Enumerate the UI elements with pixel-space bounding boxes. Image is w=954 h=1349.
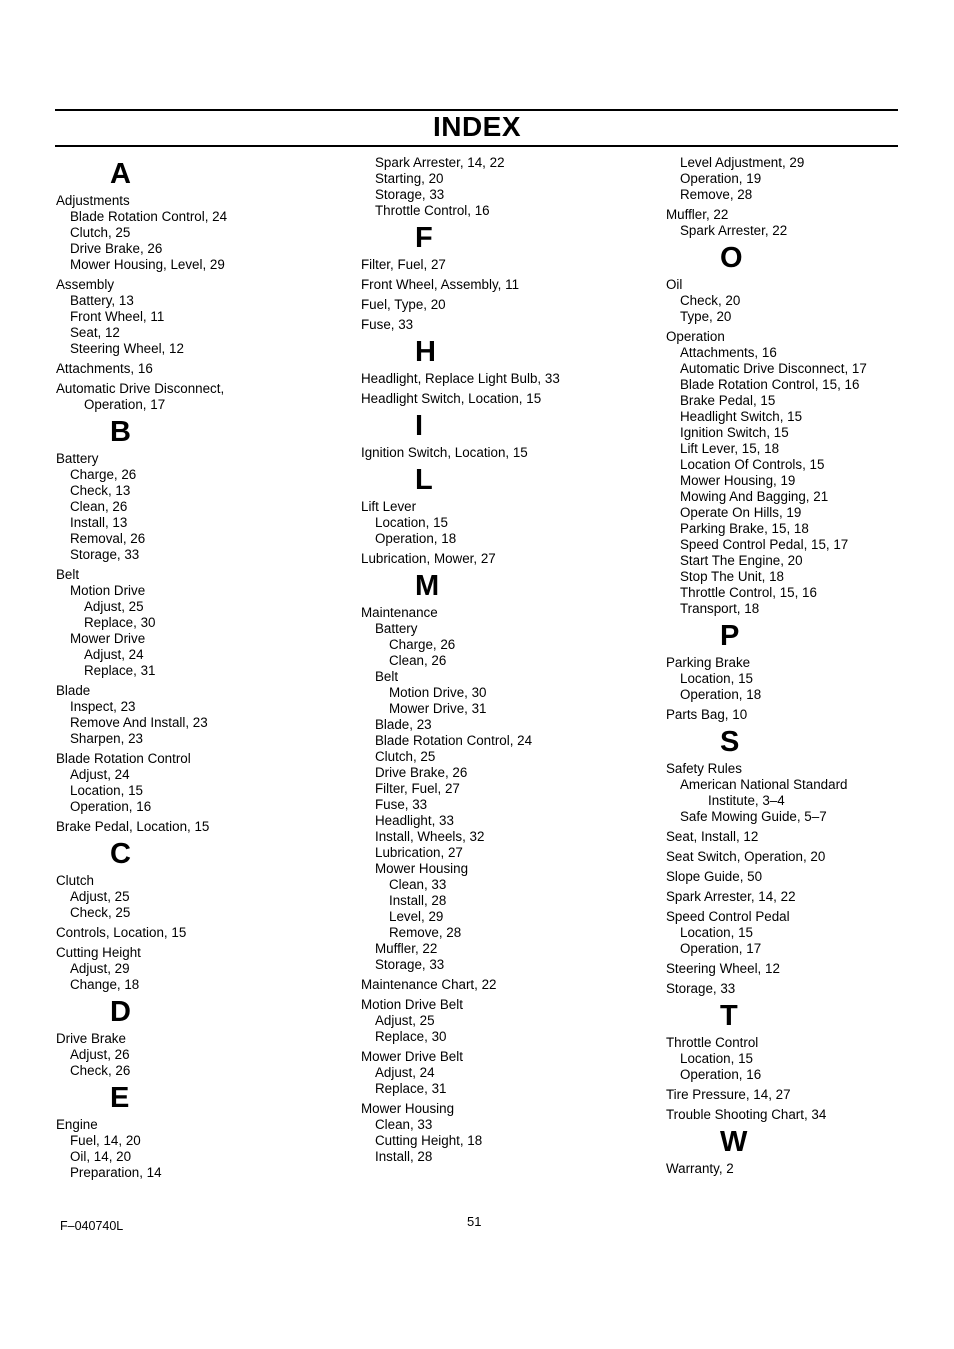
index-entry: Spark Arrester, 14, 22 [666,889,796,904]
index-subentry: Operation, 16 [680,1067,762,1082]
index-subentry: Drive Brake, 26 [375,765,468,780]
index-entry: Cutting Height [56,945,141,960]
index-subentry: Cutting Height, 18 [375,1133,483,1148]
index-subentry: Fuel, 14, 20 [70,1133,141,1148]
index-subentry: Adjust, 29 [70,961,130,976]
index-entry: Motion Drive Belt [361,997,463,1012]
index-subentry: Level, 29 [389,909,444,924]
index-subentry: Install, 28 [389,893,447,908]
index-subentry: Transport, 18 [680,601,760,616]
index-entry: Headlight, Replace Light Bulb, 33 [361,371,560,386]
index-subentry: Spark Arrester, 14, 22 [375,155,505,170]
index-subentry: Storage, 33 [375,957,445,972]
index-entry: Speed Control Pedal [666,909,790,924]
section-letter-i: I [415,410,424,442]
section-letter-a: A [110,158,131,190]
index-subentry: Check, 20 [680,293,741,308]
index-column-1 [56,155,326,1181]
index-subentry: Location, 15 [680,1051,753,1066]
index-subentry: Location, 15 [70,783,143,798]
index-subentry: Mowing And Bagging, 21 [680,489,829,504]
index-subentry: Remove, 28 [389,925,462,940]
index-subentry: Automatic Drive Disconnect, 17 [680,361,867,376]
index-subentry: Location, 15 [680,671,753,686]
index-entry: Operation [666,329,725,344]
index-subentry: Adjust, 24 [375,1065,435,1080]
index-subentry: Inspect, 23 [70,699,136,714]
index-subentry: Replace, 31 [375,1081,447,1096]
index-subentry: Throttle Control, 16 [375,203,490,218]
section-letter-p: P [720,620,740,652]
index-entry: Parking Brake [666,655,751,670]
index-subentry: Storage, 33 [70,547,140,562]
index-subentry: Removal, 26 [70,531,146,546]
index-entry: Oil [666,277,683,292]
index-subentry: Headlight, 33 [375,813,454,828]
index-subentry: Motion Drive, 30 [389,685,487,700]
index-entry: Headlight Switch, Location, 15 [361,391,542,406]
index-subentry: Starting, 20 [375,171,444,186]
index-entry: Maintenance [361,605,438,620]
index-subentry: Battery, 13 [70,293,134,308]
index-subentry: Blade Rotation Control, 15, 16 [680,377,860,392]
index-subentry: Throttle Control, 15, 16 [680,585,817,600]
index-subentry: Install, Wheels, 32 [375,829,485,844]
page-title: INDEX [432,111,522,142]
index-entry: Belt [56,567,80,582]
index-subentry: Charge, 26 [389,637,456,652]
index-subentry: Operation, 17 [680,941,762,956]
index-subentry: Check, 13 [70,483,131,498]
index-entry: Battery [56,451,99,466]
section-letter-f: F [415,222,433,254]
index-subentry: Motion Drive [70,583,146,598]
index-subentry: Operation, 16 [70,799,152,814]
index-subentry: Operation, 17 [84,397,166,412]
index-subentry: Brake Pedal, 15 [680,393,776,408]
index-entry: Drive Brake [56,1031,126,1046]
index-subentry: Storage, 33 [375,187,445,202]
index-subentry: Fuse, 33 [375,797,428,812]
index-subentry: Clean, 33 [389,877,447,892]
index-subentry: Adjust, 25 [70,889,130,904]
index-subentry: Mower Housing, 19 [680,473,796,488]
index-subentry: Location, 15 [680,925,753,940]
index-entry: Filter, Fuel, 27 [361,257,446,272]
index-subentry: Operation, 18 [680,687,762,702]
index-entry: Slope Guide, 50 [666,869,763,884]
index-subentry: Mower Housing [375,861,469,876]
index-entry: Ignition Switch, Location, 15 [361,445,528,460]
index-entry: Warranty, 2 [666,1161,734,1176]
index-subentry: Seat, 12 [70,325,120,340]
index-subentry: Sharpen, 23 [70,731,143,746]
index-subentry: Oil, 14, 20 [70,1149,132,1164]
index-subentry: Battery [375,621,418,636]
index-entry: Mower Drive Belt [361,1049,463,1064]
section-letter-w: W [720,1126,748,1158]
index-subentry: Replace, 30 [84,615,156,630]
index-subentry: Check, 25 [70,905,131,920]
index-subentry: Location Of Controls, 15 [680,457,825,472]
index-subentry: Front Wheel, 11 [70,309,165,324]
index-column-3 [666,155,936,1177]
index-subentry: Adjust, 24 [70,767,130,782]
index-subentry: Lift Lever, 15, 18 [680,441,780,456]
section-letter-b: B [110,416,131,448]
index-entry: Automatic Drive Disconnect, [56,381,225,396]
index-entry: Clutch [56,873,94,888]
index-entry: Safety Rules [666,761,742,776]
index-entry: Trouble Shooting Chart, 34 [666,1107,827,1122]
index-entry: Parts Bag, 10 [666,707,748,722]
index-subentry: Belt [375,669,399,684]
index-column-2 [361,155,651,1165]
index-subentry: Parking Brake, 15, 18 [680,521,809,536]
index-subentry: Filter, Fuel, 27 [375,781,460,796]
index-subentry: Clutch, 25 [70,225,131,240]
index-subentry: Mower Drive [70,631,146,646]
index-subentry: Institute, 3–4 [708,793,785,808]
index-subentry: Change, 18 [70,977,140,992]
index-subentry: Attachments, 16 [680,345,777,360]
index-subentry: Remove And Install, 23 [70,715,208,730]
index-entry: Fuel, Type, 20 [361,297,446,312]
index-subentry: Adjust, 25 [84,599,144,614]
index-subentry: Level Adjustment, 29 [680,155,805,170]
index-entry: Lubrication, Mower, 27 [361,551,496,566]
index-subentry: Install, 13 [70,515,128,530]
index-subentry: Preparation, 14 [70,1165,162,1180]
index-subentry: Speed Control Pedal, 15, 17 [680,537,849,552]
index-subentry: Spark Arrester, 22 [680,223,788,238]
index-subentry: Blade Rotation Control, 24 [375,733,533,748]
index-subentry: Operate On Hills, 19 [680,505,802,520]
index-entry: Storage, 33 [666,981,736,996]
index-subentry: Clean, 26 [70,499,128,514]
index-subentry: Muffler, 22 [375,941,438,956]
index-subentry: Headlight Switch, 15 [680,409,803,424]
index-subentry: American National Standard [680,777,848,792]
index-subentry: Clean, 26 [389,653,447,668]
index-subentry: Location, 15 [375,515,448,530]
index-entry: Seat Switch, Operation, 20 [666,849,826,864]
section-letter-m: M [415,570,440,602]
index-subentry: Adjust, 26 [70,1047,130,1062]
section-letter-t: T [720,1000,738,1032]
index-entry: Fuse, 33 [361,317,414,332]
index-entry: Maintenance Chart, 22 [361,977,497,992]
index-subentry: Remove, 28 [680,187,753,202]
index-subentry: Check, 26 [70,1063,131,1078]
title-underline-rule [55,145,898,147]
index-entry: Muffler, 22 [666,207,729,222]
index-subentry: Replace, 31 [84,663,156,678]
section-letter-e: E [110,1082,130,1114]
index-entry: Lift Lever [361,499,417,514]
index-subentry: Ignition Switch, 15 [680,425,789,440]
index-entry: Throttle Control [666,1035,759,1050]
index-subentry: Lubrication, 27 [375,845,463,860]
index-subentry: Adjust, 25 [375,1013,435,1028]
index-subentry: Steering Wheel, 12 [70,341,184,356]
index-subentry: Blade Rotation Control, 24 [70,209,228,224]
index-subentry: Type, 20 [680,309,732,324]
index-entry: Steering Wheel, 12 [666,961,780,976]
index-subentry: Safe Mowing Guide, 5–7 [680,809,827,824]
page-number: 51 [467,1214,482,1229]
section-letter-d: D [110,996,131,1028]
index-subentry: Replace, 30 [375,1029,447,1044]
index-entry: Brake Pedal, Location, 15 [56,819,210,834]
index-subentry: Clutch, 25 [375,749,436,764]
index-entry: Engine [56,1117,98,1132]
index-subentry: Install, 28 [375,1149,433,1164]
index-entry: Controls, Location, 15 [56,925,187,940]
section-letter-c: C [110,838,131,870]
index-subentry: Blade, 23 [375,717,432,732]
section-letter-h: H [415,336,436,368]
index-subentry: Clean, 33 [375,1117,433,1132]
index-subentry: Drive Brake, 26 [70,241,163,256]
index-entry: Front Wheel, Assembly, 11 [361,277,520,292]
section-letter-s: S [720,726,740,758]
index-entry: Blade [56,683,91,698]
index-entry: Assembly [56,277,115,292]
document-code: F–040740L [60,1219,124,1233]
index-entry: Mower Housing [361,1101,455,1116]
index-subentry: Mower Housing, Level, 29 [70,257,225,272]
index-subentry: Operation, 18 [375,531,457,546]
section-letter-l: L [415,464,433,496]
index-entry: Attachments, 16 [56,361,153,376]
index-subentry: Operation, 19 [680,171,762,186]
index-subentry: Start The Engine, 20 [680,553,803,568]
index-subentry: Mower Drive, 31 [389,701,487,716]
index-subentry: Charge, 26 [70,467,137,482]
section-letter-o: O [720,242,743,274]
index-subentry: Stop The Unit, 18 [680,569,784,584]
index-subentry: Adjust, 24 [84,647,144,662]
index-entry: Adjustments [56,193,130,208]
index-entry: Blade Rotation Control [56,751,191,766]
index-entry: Seat, Install, 12 [666,829,759,844]
index-entry: Tire Pressure, 14, 27 [666,1087,791,1102]
